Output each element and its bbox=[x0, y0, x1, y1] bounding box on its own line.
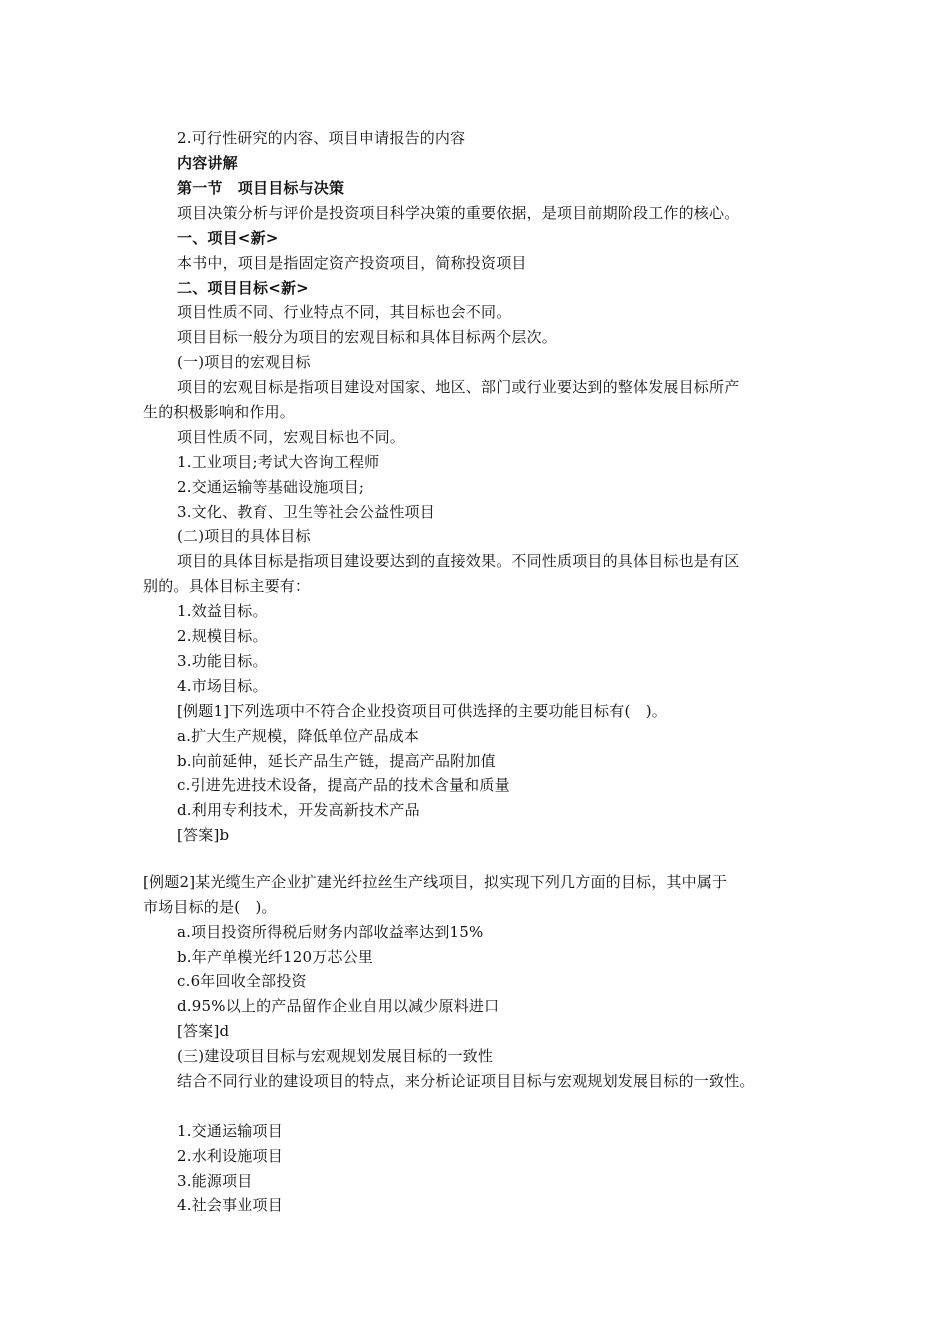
option-item: a.项目投资所得税后财务内部收益率达到15% bbox=[177, 923, 484, 941]
subsection-heading: 二、项目目标<新> bbox=[177, 279, 309, 297]
text-line: (一)项目的宏观目标 bbox=[177, 353, 311, 371]
text-line: 项目的具体目标是指项目建设要达到的直接效果。不同性质项目的具体目标也是有区 bbox=[177, 552, 740, 570]
list-item: 1.工业项目;考试大咨询工程师 bbox=[177, 453, 380, 471]
option-item: c.6年回收全部投资 bbox=[177, 972, 307, 990]
section-heading: 内容讲解 bbox=[177, 154, 238, 172]
list-item: 3.文化、教育、卫生等社会公益性项目 bbox=[177, 503, 435, 521]
text-line: 2.可行性研究的内容、项目申请报告的内容 bbox=[177, 129, 466, 147]
option-item: b.向前延伸，延长产品生产链，提高产品附加值 bbox=[177, 752, 496, 770]
list-item: 3.功能目标。 bbox=[177, 652, 268, 670]
text-line: 项目的宏观目标是指项目建设对国家、地区、部门或行业要达到的整体发展目标所产 bbox=[177, 378, 740, 396]
text-line: 项目性质不同、行业特点不同，其目标也会不同。 bbox=[177, 303, 512, 321]
text-line: 生的积极影响和作用。 bbox=[143, 403, 296, 421]
list-item: 4.市场目标。 bbox=[177, 677, 268, 695]
list-item: 3.能源项目 bbox=[177, 1172, 253, 1190]
chapter-heading: 第一节 项目目标与决策 bbox=[177, 179, 345, 197]
option-item: b.年产单模光纤120万芯公里 bbox=[177, 948, 374, 966]
text-line: (二)项目的具体目标 bbox=[177, 527, 311, 545]
list-item: 2.规模目标。 bbox=[177, 627, 268, 645]
answer-line: [答案]b bbox=[177, 826, 230, 844]
list-item: 2.交通运输等基础设施项目; bbox=[177, 478, 365, 496]
example-question: [例题1]下列选项中不符合企业投资项目可供选择的主要功能目标有( )。 bbox=[177, 702, 667, 720]
list-item: 4.社会事业项目 bbox=[177, 1196, 283, 1214]
text-line: 项目目标一般分为项目的宏观目标和具体目标两个层次。 bbox=[177, 328, 558, 346]
answer-line: [答案]d bbox=[177, 1022, 230, 1040]
text-line: 别的。具体目标主要有： bbox=[143, 577, 311, 595]
option-item: d.利用专利技术，开发高新技术产品 bbox=[177, 801, 420, 819]
list-item: 2.水利设施项目 bbox=[177, 1147, 283, 1165]
subsection-heading: 一、项目<新> bbox=[177, 229, 279, 247]
text-line: 本书中，项目是指固定资产投资项目，简称投资项目 bbox=[177, 254, 527, 272]
option-item: d.95%以上的产品留作企业自用以减少原料进口 bbox=[177, 997, 500, 1015]
text-line: (三)建设项目目标与宏观规划发展目标的一致性 bbox=[177, 1047, 494, 1065]
text-line: 项目性质不同，宏观目标也不同。 bbox=[177, 428, 406, 446]
list-item: 1.交通运输项目 bbox=[177, 1122, 283, 1140]
text-line: 市场目标的是( )。 bbox=[143, 898, 277, 916]
list-item: 1.效益目标。 bbox=[177, 602, 268, 620]
text-line: 项目决策分析与评价是投资项目科学决策的重要依据，是项目前期阶段工作的核心。 bbox=[177, 204, 740, 222]
option-item: c.引进先进技术设备，提高产品的技术含量和质量 bbox=[177, 776, 510, 794]
text-line: 结合不同行业的建设项目的特点，来分析论证项目目标与宏观规划发展目标的一致性。 bbox=[177, 1072, 755, 1090]
option-item: a.扩大生产规模，降低单位产品成本 bbox=[177, 727, 420, 745]
example-question: [例题2]某光缆生产企业扩建光纤拉丝生产线项目，拟实现下列几方面的目标，其中属于 bbox=[143, 873, 728, 891]
